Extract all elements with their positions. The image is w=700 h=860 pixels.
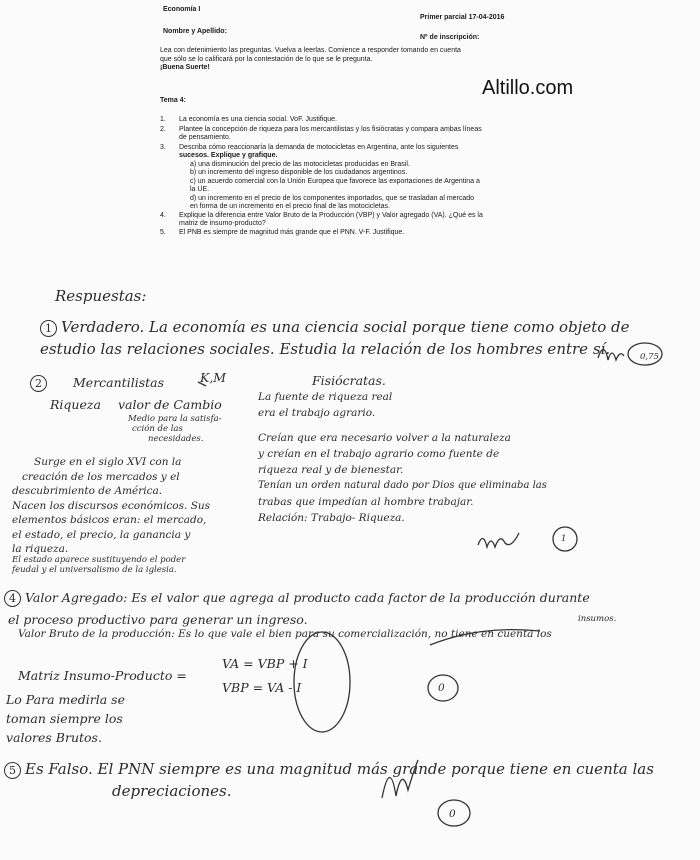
question-number: 5. [160,228,166,236]
answer-number: 4 [4,590,21,607]
watermark: Altillo.com [482,77,574,99]
question-number: 4. [160,211,166,219]
grade-circle [628,343,662,365]
matriz-line: toman siempre los [6,711,123,726]
merc-title: Mercantilistas [73,375,164,390]
grade-mark: 0 [449,808,456,820]
equation: VBP = VA - I [222,680,302,695]
merc-line: creación de los mercados y el [22,470,180,483]
answer-1-line: estudio las relaciones sociales. Estudia la relación de los hombres entre sí. [40,340,611,358]
name-label: Nombre y Apellido: [163,28,227,35]
answer-text: Verdadero. La economía es una ciencia social porque tiene como objeto de [61,318,630,336]
course-title: Economía I [163,6,201,13]
riqueza-label: Riqueza [50,397,101,412]
equation: VA = VBP + I [222,656,308,671]
subitem: a) una disminución del precio de las motocicletas producidas en Brasil. [190,160,410,168]
subitem: b) un incremento del ingreso disponible de los ciudadanos argentinos. [190,169,408,176]
instructions-line: ¡Buena Suerte! [160,64,210,71]
merc-extra-line: El estado aparece sustituyendo el poder [12,555,186,565]
instructions-line: Lea con detenimiento las preguntas. Vuelva a leerlas. Comience a responder tomando en cuenta [160,47,461,54]
question-number: 2. [160,125,166,133]
subitem: en forma de un incremento en el precio final de las motocicletas. [190,203,390,210]
answer-number: 2 [30,375,47,392]
fisio-line: Creían que era necesario volver a la naturaleza [258,432,511,444]
question-number: 1. [160,116,166,123]
margin-note: K,M [200,370,227,385]
fisio-line: La fuente de riqueza real [258,391,393,403]
merc-line: Nacen los discursos económicos. Sus [12,499,211,512]
question-text: Explique la diferencia entre Valor Bruto de la Producción (VBP) y Valor agregado (VA). ¿Qué es la [179,211,483,219]
question-number: 3. [160,143,166,151]
vbp-line: Valor Bruto de la producción: Es lo que vale el bien para su comercialización, no tiene en cuenta los [18,628,552,640]
fisio-line: y creían en el trabajo agrario como fuente de [258,448,500,460]
matriz-line: Lo Para medirla se [6,692,125,707]
topic-title: Tema 4: [160,97,186,104]
answers-heading: Respuestas: [55,287,147,305]
grade-circle [428,675,458,701]
fisio-line: riqueza real y de bienestar. [258,464,404,476]
tick-mark [478,533,519,547]
answer-number: 1 [40,320,57,337]
question-text: La economía es una ciencia social. VoF. Justifique. [179,116,337,123]
fisio-title: Fisiócratas. [312,373,386,388]
enrollment-label: Nº de inscripción: [420,34,480,41]
merc-line: elementos básicos eran: el mercado, [12,514,207,526]
subitem: la UE. [190,186,210,193]
matriz-label: Matriz Insumo-Producto = [18,668,187,683]
grade-mark: 0,75 [640,352,659,362]
subitem: c) un acuerdo comercial con la Unión Europea que favorece las exportaciones de Argentina a [190,177,480,185]
merc-line: la riqueza. [12,543,69,555]
underline-mark [430,630,540,645]
vbp-line: insumos. [578,614,617,624]
fisio-line: Tenían un orden natural dado por Dios que eliminaba las [258,480,547,491]
answer-5-line: depreciaciones. [112,782,232,800]
tick-mark [598,349,624,360]
grade-mark: 1 [561,534,567,544]
question-text: de pensamiento. [179,134,231,141]
grade-circle [553,527,577,551]
fisio-line: trabas que impedían al hombre trabajar. [258,496,474,508]
grade-mark: 0 [438,682,445,694]
exam-title: Primer parcial 17-04-2016 [420,14,505,21]
answer-text: Es Falso. El PNN siempre es una magnitud más grande porque tiene en cuenta las [25,760,654,778]
question-text: Plantee la concepción de riqueza para los mercantilistas y los fisiócratas y compara ambas líneas [179,125,482,133]
fisio-line: era el trabajo agrario. [258,407,376,419]
grade-circle [438,800,470,826]
medio-line: necesidades. [148,434,204,444]
medio-line: cción de las [132,424,183,434]
answer-text: Valor Agregado: Es el valor que agrega al producto cada factor de la producción durante [25,590,590,605]
question-text: sucesos. Explique y grafique. [179,152,278,159]
instructions-line: que sólo se lo calificará por la contestación de lo que se le pregunta. [160,55,373,63]
answer-number: 5 [4,762,21,779]
merc-line: Surge en el siglo XVI con la [34,456,182,468]
medio-line: Medio para la satisfa- [128,414,222,424]
question-text: Describa cómo reaccionaría la demanda de motocicletas en Argentina, ante los siguientes [179,143,459,151]
tick-mark [382,760,418,798]
answer-4-line: el proceso productivo para generar un ingreso. [8,612,308,627]
stray-mark [198,382,206,386]
question-text: matriz de insumo-producto? [179,220,266,227]
valor-cambio-label: valor de Cambio [118,397,222,412]
fisio-line: Relación: Trabajo- Riqueza. [258,512,405,524]
matriz-line: valores Brutos. [6,730,102,745]
merc-line: descubrimiento de América. [12,485,163,497]
merc-line: el estado, el precio, la ganancia y [12,528,191,541]
equation-circle [294,632,350,732]
subitem: d) un incremento en el precio de los componentes importados, que se trasladan al mercado [190,194,475,202]
question-text: El PNB es siempre de magnitud más grande que el PNN. V-F. Justifique. [179,228,405,236]
merc-extra-line: feudal y el universalismo de la iglesia. [12,564,177,575]
